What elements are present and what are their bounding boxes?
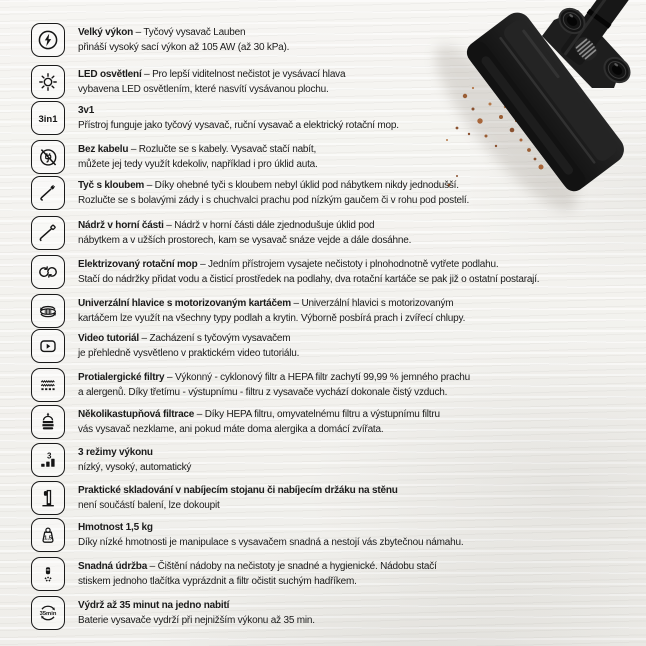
feature-line1: Několikastupňová filtrace – Díky HEPA filtru, omyvatelnému filtru a výstupnímu filtru <box>78 408 440 420</box>
power-modes-icon <box>31 443 65 477</box>
feature-text <box>78 103 399 134</box>
led-light-icon <box>31 65 65 99</box>
feature-text <box>78 296 465 327</box>
battery-life-label: 35min <box>39 611 57 617</box>
feature-title: Výdrž až 35 minut na jedno nabití <box>78 599 230 611</box>
feature-line1: Tyč s kloubem – Díky ohebné tyči s kloubem nebyl úklid pod nábytkem nikdy jednodušší. <box>78 179 459 191</box>
feature-line1: Velký výkon – Tyčový vysavač Lauben <box>78 26 246 38</box>
3in1-label: 3in1 <box>38 113 58 125</box>
feature-title: Protialergické filtry <box>78 371 165 383</box>
feature-title: 3v1 <box>78 104 95 116</box>
feature-line2: a alergenů. Díky třetímu - výstupnímu - filtru z vysavače vychází dokonale čistý vzduch. <box>78 387 448 398</box>
feature-text <box>78 142 318 173</box>
feature-title: Několikastupňová filtrace <box>78 408 195 420</box>
feature-line2: Stačí do nádržky přidat vodu a čisticí prostředek na podlahy, dva rotační kartáče se pak již o ostatní postarají. <box>78 274 540 285</box>
multistage-filtration-icon <box>31 405 65 439</box>
feature-text <box>78 407 440 438</box>
feature-item <box>31 329 299 363</box>
feature-line2: Baterie vysavače vydrží při nejnižším výkonu až 35 min. <box>78 615 315 626</box>
feature-line1: Nádrž v horní části – Nádrž v horní části dále zjednodušuje úklid pod <box>78 219 375 231</box>
feature-line1 <box>78 520 463 536</box>
feature-line2: vybavena LED osvětlením, které nasvítí vysávanou plochu. <box>78 84 329 95</box>
feature-line2: můžete jej tedy využít kdekoliv, například i pro úklid auta. <box>78 159 318 170</box>
feature-title: Nádrž v horní části <box>78 219 164 231</box>
feature-text <box>78 598 315 629</box>
feature-line2: nábytkem a v užších prostorech, kam se vysavač snáze vejde a dále dosáhne. <box>78 235 412 246</box>
feature-item <box>31 368 470 402</box>
feature-item <box>31 140 318 174</box>
feature-line1: Snadná údržba – Čištění nádoby na nečistoty je snadné a hygienické. Nádobu stačí <box>78 560 437 572</box>
feature-title: Elektrizovaný rotační mop <box>78 258 198 270</box>
feature-item <box>31 481 398 515</box>
feature-text <box>78 559 437 590</box>
feature-line1: Protialergické filtry – Výkonný - cyklonový filtr a HEPA filtr zachytí 99,99 % jemného prachu <box>78 371 470 383</box>
feature-item <box>31 518 463 552</box>
feature-line1 <box>78 445 191 461</box>
weight-label: 1,5 <box>43 535 53 542</box>
no-cable-icon <box>31 140 65 174</box>
feature-line2: kartáčem lze využít na všechny typy podlah a krytin. Výborně posbírá prach i zvířecí chlupy. <box>78 313 466 324</box>
feature-item <box>31 557 437 591</box>
feature-text <box>78 25 289 56</box>
feature-line2: stiskem jednoho tlačítka vyprázdnit a filtr očistit suchým hadříkem. <box>78 576 357 587</box>
anti-allergy-filters-icon <box>31 368 65 402</box>
feature-item <box>31 405 440 439</box>
feature-line2: přináší vysoký sací výkon až 105 AW (až 30 kPa). <box>78 42 290 53</box>
feature-text <box>78 178 469 209</box>
feature-title: Snadná údržba <box>78 560 148 572</box>
video-tutorial-icon <box>31 329 65 363</box>
feature-line1 <box>78 598 315 614</box>
feature-title: 3 režimy výkonu <box>78 446 153 458</box>
feature-line2: Přístroj funguje jako tyčový vysavač, ruční vysavač a elektrický rotační mop. <box>78 120 399 131</box>
feature-line1: LED osvětlení – Pro lepší viditelnost nečistot je vysávací hlava <box>78 68 346 80</box>
feature-title: Univerzální hlavice s motorizovaným kartáčem <box>78 297 291 309</box>
feature-line2: Rozlučte se s bolavými zády i s chuchvalci prachu pod nízkým gaučem či v rohu pod postelí. <box>78 195 470 206</box>
feature-item <box>31 216 411 250</box>
feature-text <box>78 370 470 401</box>
feature-line1 <box>78 483 398 499</box>
feature-line2: Díky nízké hmotnosti je manipulace s vysavačem snadná a nestojí vás zbytečnou námahu. <box>78 537 464 548</box>
charging-stand-icon <box>31 481 65 515</box>
feature-item <box>31 294 465 328</box>
power-icon <box>31 23 65 57</box>
power-modes-label: 3 <box>46 451 52 461</box>
feature-text <box>78 331 299 362</box>
feature-text <box>78 445 191 476</box>
feature-text <box>78 483 398 514</box>
feature-line1: Univerzální hlavice s motorizovaným kartáčem – Univerzální hlavici s motorizovaným <box>78 297 454 309</box>
feature-line2: vás vysavač nezklame, ani pokud máte doma alergika a domácí zvířata. <box>78 424 384 435</box>
feature-text <box>78 520 463 551</box>
3in1-icon <box>31 101 65 135</box>
feature-title: Bez kabelu <box>78 143 129 155</box>
feature-text <box>78 218 411 249</box>
rotary-mop-icon <box>31 255 65 289</box>
feature-item <box>31 23 289 57</box>
feature-text <box>78 257 539 288</box>
battery-life-icon <box>31 596 65 630</box>
feature-item <box>31 443 191 477</box>
feature-item <box>31 596 315 630</box>
feature-line2: nízký, vysoký, automatický <box>78 462 192 473</box>
feature-text <box>78 67 345 98</box>
feature-item <box>31 101 399 135</box>
feature-line1: Video tutoriál – Zacházení s tyčovým vysavačem <box>78 332 291 344</box>
weight-icon <box>31 518 65 552</box>
flexible-tube-icon <box>31 176 65 210</box>
feature-title: Praktické skladování v nabíjecím stojanu či nabíjecím držáku na stěnu <box>78 484 398 496</box>
feature-item <box>31 176 469 210</box>
easy-maintenance-icon <box>31 557 65 591</box>
feature-line1 <box>78 103 399 119</box>
feature-line2: není součástí balení, lze dokoupit <box>78 500 220 511</box>
feature-line1: Bez kabelu – Rozlučte se s kabely. Vysavač stačí nabít, <box>78 143 317 155</box>
feature-line2: je přehledně vysvětleno v praktickém video tutoriálu. <box>78 348 300 359</box>
feature-title: LED osvětlení <box>78 68 142 80</box>
feature-title: Velký výkon <box>78 26 134 38</box>
feature-title: Hmotnost 1,5 kg <box>78 521 153 533</box>
feature-line1: Elektrizovaný rotační mop – Jedním přístrojem vysajete nečistoty i plnohodnotně vytřete podlahu. <box>78 258 499 270</box>
top-tank-icon <box>31 216 65 250</box>
feature-title: Tyč s kloubem <box>78 179 145 191</box>
feature-item <box>31 255 539 289</box>
motorized-brush-icon <box>31 294 65 328</box>
feature-item <box>31 65 345 99</box>
feature-title: Video tutoriál <box>78 332 139 344</box>
